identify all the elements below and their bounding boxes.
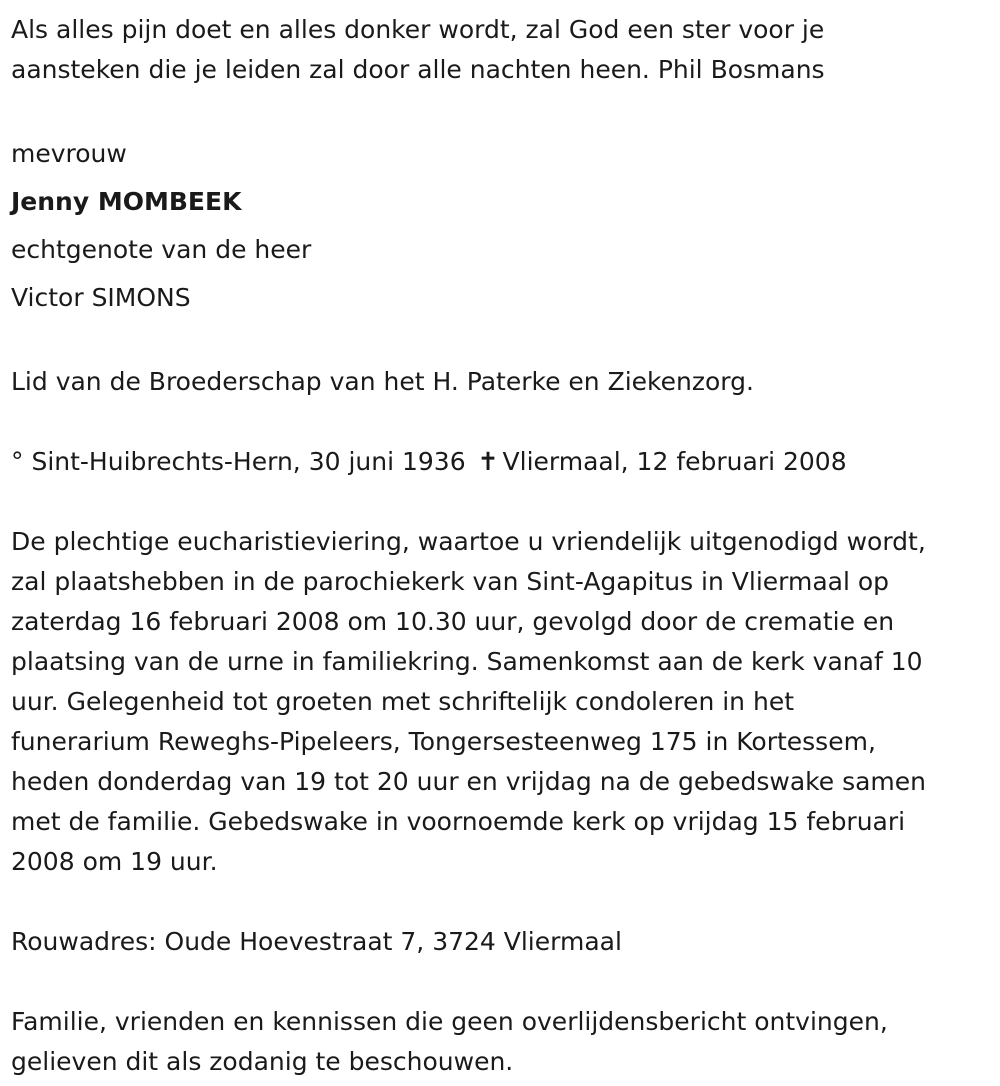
- spacer: [11, 322, 988, 362]
- closing-line-1: Familie, vrienden en kennissen die geen overlijdensbericht ontvingen,: [11, 1007, 888, 1036]
- spacer: [11, 90, 988, 130]
- spouse-name: Victor SIMONS: [11, 283, 191, 312]
- deceased-block: [11, 130, 988, 322]
- death-info: Vliermaal, 12 februari 2008: [502, 447, 847, 476]
- quote-block: [11, 10, 988, 90]
- cross-icon: ✝: [477, 447, 499, 476]
- membership-text: Lid van de Broederschap van het H. Paterke en Ziekenzorg.: [11, 367, 754, 396]
- ceremony-line: funerarium Reweghs-Pipeleers, Tongersesteenweg 175 in Kortessem,: [11, 727, 876, 756]
- spacer: [11, 402, 988, 442]
- quote-line-1: Als alles pijn doet en alles donker wordt, zal God een ster voor je: [11, 15, 825, 44]
- closing-line-2: gelieven dit als zodanig te beschouwen.: [11, 1047, 514, 1076]
- mourning-address: Rouwadres: Oude Hoevestraat 7, 3724 Vliermaal: [11, 927, 622, 956]
- deceased-name: Jenny MOMBEEK: [11, 187, 242, 216]
- birth-info: ° Sint-Huibrechts-Hern, 30 juni 1936: [11, 447, 466, 476]
- ceremony-line: met de familie. Gebedswake in voornoemde kerk op vrijdag 15 februari: [11, 807, 906, 836]
- dates-line: [11, 442, 988, 482]
- ceremony-line: uur. Gelegenheid tot groeten met schriftelijk condoleren in het: [11, 687, 794, 716]
- ceremony-line: 2008 om 19 uur.: [11, 847, 218, 876]
- spacer: [11, 962, 988, 1002]
- closing-block: [11, 1002, 988, 1082]
- deceased-relation: echtgenote van de heer: [11, 235, 312, 264]
- ceremony-line: De plechtige eucharistieviering, waartoe u vriendelijk uitgenodigd wordt,: [11, 527, 926, 556]
- ceremony-line: zal plaatshebben in de parochiekerk van Sint-Agapitus in Vliermaal op: [11, 567, 890, 596]
- ceremony-line: zaterdag 16 februari 2008 om 10.30 uur, gevolgd door de crematie en: [11, 607, 895, 636]
- ceremony-line: plaatsing van de urne in familiekring. Samenkomst aan de kerk vanaf 10: [11, 647, 923, 676]
- spacer: [11, 882, 988, 922]
- ceremony-line: heden donderdag van 19 tot 20 uur en vrijdag na de gebedswake samen: [11, 767, 927, 796]
- quote-line-2: aansteken die je leiden zal door alle nachten heen. Phil Bosmans: [11, 55, 825, 84]
- ceremony-paragraph: [11, 522, 988, 882]
- deceased-title: mevrouw: [11, 139, 127, 168]
- spacer: [11, 482, 988, 522]
